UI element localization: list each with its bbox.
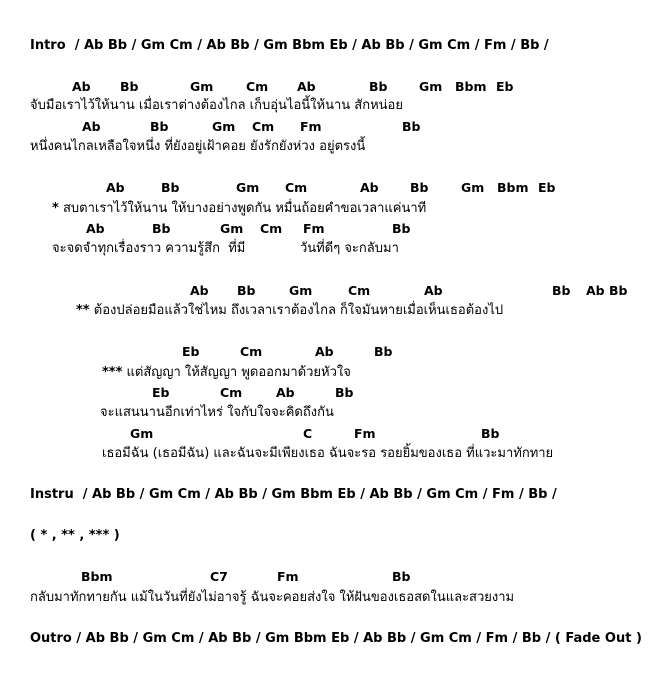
- chord: Eb: [182, 344, 200, 359]
- chord: Bb: [152, 221, 171, 236]
- lyric-text: แต่สัญญา ให้สัญญา พูดออกมาด้วยหัวใจ: [126, 365, 351, 380]
- chord: Bb: [402, 119, 421, 134]
- chord: Bbm: [497, 180, 529, 195]
- chord: Ab: [360, 180, 379, 195]
- chord: Bb: [392, 221, 411, 236]
- chord: Fm: [354, 426, 376, 441]
- chord: Ab Bb: [586, 283, 628, 298]
- bridge-lyric-1: [102, 364, 351, 382]
- chord: Gm: [212, 119, 236, 134]
- chorus1-lyric-1: [52, 200, 426, 218]
- chord: Bb: [237, 283, 256, 298]
- chord: Fm: [277, 569, 299, 584]
- chord: Cm: [246, 79, 269, 94]
- chord: Cm: [285, 180, 308, 195]
- section-marker: *: [52, 201, 59, 216]
- chord: Bb: [335, 385, 354, 400]
- chord: Eb: [152, 385, 170, 400]
- instru-line: Instru / Ab Bb / Gm Cm / Ab Bb / Gm Bbm Eb / Ab Bb / Gm Cm / Fm / Bb /: [30, 487, 557, 502]
- chord: Cm: [348, 283, 371, 298]
- lyric-text: สบตาเราไว้ให้นาน ให้บางอย่างพูดกัน หมื่นถ้อยคำขอเวลาแค่นาที: [62, 201, 427, 216]
- chord: Cm: [260, 221, 283, 236]
- chord: C: [303, 426, 313, 441]
- chord: Gm: [236, 180, 260, 195]
- chord: Bb: [150, 119, 169, 134]
- chord: Ab: [276, 385, 295, 400]
- intro-line: Intro / Ab Bb / Gm Cm / Ab Bb / Gm Bbm Eb / Ab Bb / Gm Cm / Fm / Bb /: [30, 38, 549, 53]
- chord: Bbm: [455, 79, 487, 94]
- chord: Gm: [461, 180, 485, 195]
- verse1-lyric-1: จับมือเราไว้ให้นาน เมื่อเราต่างต้องไกล เก็บอุ่นไอนี้ให้นาน สักหน่อย: [30, 98, 403, 113]
- chord: Ab: [190, 283, 209, 298]
- chord: Bbm: [81, 569, 113, 584]
- chorus1-lyric-2a: จะจดจำทุกเรื่องราว ความรู้สึก ที่มี: [52, 241, 246, 256]
- chord: Bb: [392, 569, 411, 584]
- chord: Cm: [252, 119, 275, 134]
- chord: Gm: [130, 426, 154, 441]
- section-marker: ***: [102, 365, 123, 380]
- chord: Bb: [369, 79, 388, 94]
- chord: Ab: [315, 344, 334, 359]
- verse3-lyric: กลับมาทักทายกัน แม้ในวันที่ยังไม่อาจรู้ ฉันจะคอยส่งใจ ให้ฝันของเธอสดในและสวยงาม: [30, 590, 515, 605]
- chord: Bb: [410, 180, 429, 195]
- chord: Bb: [374, 344, 393, 359]
- verse1-lyric-2: หนึ่งคนไกลเหลือใจหนึ่ง ที่ยังอยู่เฝ้าคอย ยังรักยังห่วง อยู่ตรงนี้: [30, 139, 366, 154]
- chord: Bb: [552, 283, 571, 298]
- chord: Eb: [538, 180, 556, 195]
- chord: Ab: [297, 79, 316, 94]
- chord: Ab: [86, 221, 105, 236]
- lyric-text: ต้องปล่อยมือแล้วใช่ไหม ถึงเวลาเราต้องไกล ก็ใจมันหายเมื่อเห็นเธอต้องไป: [93, 303, 504, 318]
- chord: Fm: [303, 221, 325, 236]
- chord: Bb: [161, 180, 180, 195]
- chord: Eb: [496, 79, 514, 94]
- chord: Ab: [106, 180, 125, 195]
- chord: Ab: [72, 79, 91, 94]
- chord: Ab: [82, 119, 101, 134]
- outro-line: Outro / Ab Bb / Gm Cm / Ab Bb / Gm Bbm Eb / Ab Bb / Gm Cm / Fm / Bb / ( Fade Out ): [30, 631, 642, 646]
- repeat-line: ( * , ** , *** ): [30, 528, 120, 543]
- chord: C7: [210, 569, 228, 584]
- chord: Cm: [220, 385, 243, 400]
- chord: Ab: [424, 283, 443, 298]
- chord: Bb: [120, 79, 139, 94]
- chord: Gm: [190, 79, 214, 94]
- bridge-lyric-2: จะแสนนานอีกเท่าไหร่ ใจกับใจจะคิดถึงกัน: [100, 405, 334, 420]
- chorus2-lyric: [76, 302, 503, 320]
- chord: Cm: [240, 344, 263, 359]
- chord: Gm: [419, 79, 443, 94]
- chord: Fm: [300, 119, 322, 134]
- section-marker: **: [76, 303, 90, 318]
- chord: Gm: [220, 221, 244, 236]
- bridge-lyric-3: เธอมีฉัน (เธอมีฉัน) และฉันจะมีเพียงเธอ ฉันจะรอ รอยยิ้มของเธอ ที่แวะมาทักทาย: [102, 446, 554, 461]
- chord: Gm: [289, 283, 313, 298]
- chord: Bb: [481, 426, 500, 441]
- chorus1-lyric-2b: วันที่ดีๆ จะกลับมา: [300, 241, 399, 256]
